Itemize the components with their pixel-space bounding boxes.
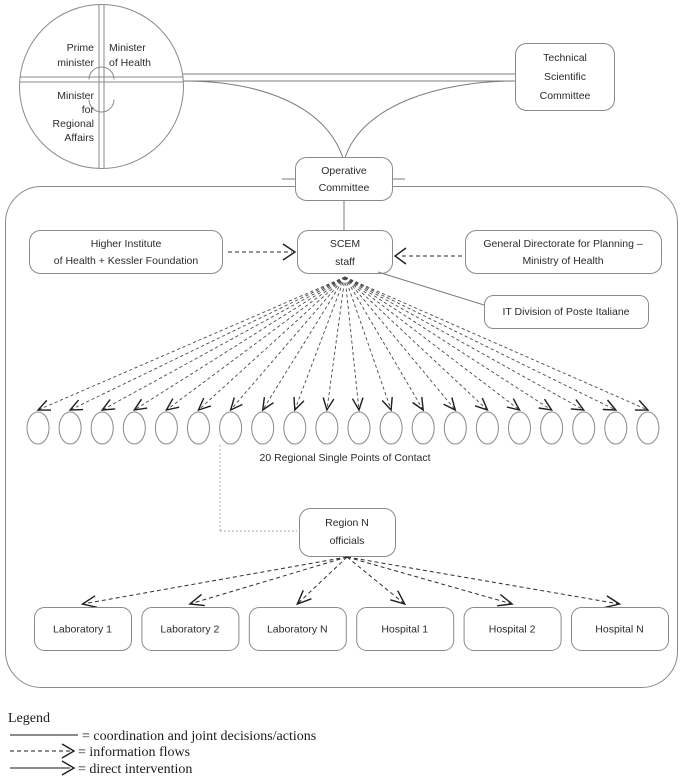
facility-label: Laboratory 2 bbox=[160, 623, 220, 636]
it-division-node[interactable] bbox=[485, 296, 649, 329]
arrow-head bbox=[413, 397, 424, 410]
svg-text:for: for bbox=[81, 104, 94, 116]
legend-heading: Legend bbox=[8, 711, 50, 726]
information-flow-arrow bbox=[345, 277, 487, 410]
legend-item-direct-intervention-label: = direct intervention bbox=[78, 762, 193, 777]
regional-contact-point[interactable] bbox=[444, 412, 466, 444]
region-officials-box[interactable] bbox=[300, 509, 396, 557]
regional-contact-point[interactable] bbox=[188, 412, 210, 444]
information-flow-arrow bbox=[294, 277, 345, 410]
arrow-head bbox=[571, 400, 584, 410]
regional-contact-point[interactable] bbox=[573, 412, 595, 444]
facility-node-hospital-2[interactable] bbox=[464, 608, 561, 651]
information-flow-arrow bbox=[345, 277, 363, 410]
svg-text:Higher Institute: Higher Institute bbox=[90, 237, 162, 250]
svg-text:Regional: Regional bbox=[52, 118, 94, 130]
it-division-to-scem-line bbox=[378, 272, 484, 305]
facility-label: Hospital 2 bbox=[488, 623, 536, 636]
arrow-shaft bbox=[231, 277, 345, 410]
facility-label: Hospital 1 bbox=[381, 623, 429, 636]
regional-contact-point[interactable] bbox=[155, 412, 177, 444]
information-flow-arrow bbox=[345, 277, 423, 410]
arrow-general-directorate-to-scem bbox=[395, 248, 462, 264]
direct-intervention-arrow bbox=[190, 557, 347, 606]
information-flow-arrow bbox=[323, 277, 345, 410]
arrow-shaft bbox=[263, 277, 345, 410]
svg-text:officials: officials bbox=[329, 534, 365, 547]
legend-item-information-flows bbox=[10, 744, 190, 760]
coordination-connectors bbox=[183, 74, 515, 231]
regional-contact-point[interactable] bbox=[27, 412, 49, 444]
svg-text:Committee: Committee bbox=[539, 89, 591, 102]
arrow-shaft bbox=[345, 277, 455, 410]
svg-text:Affairs: Affairs bbox=[64, 132, 94, 144]
arrow-shaft bbox=[347, 557, 620, 604]
government-quadrant-circle bbox=[20, 5, 184, 169]
regional-contact-point[interactable] bbox=[316, 412, 338, 444]
operative-committee-node[interactable] bbox=[296, 158, 393, 201]
legend-item-coordination bbox=[10, 729, 316, 744]
arrow-shaft bbox=[347, 557, 512, 604]
arrow-shaft bbox=[199, 277, 346, 410]
svg-text:SCEM: SCEM bbox=[329, 237, 361, 250]
arrow-shaft bbox=[345, 277, 423, 410]
arrow-shaft bbox=[102, 277, 345, 410]
arrow-head bbox=[539, 399, 552, 410]
arrow-head bbox=[231, 398, 243, 411]
legend bbox=[8, 711, 316, 777]
svg-text:Minister: Minister bbox=[109, 42, 146, 54]
svg-text:Operative: Operative bbox=[321, 164, 367, 177]
facility-label: Hospital N bbox=[595, 623, 644, 636]
information-flow-arrow bbox=[263, 277, 345, 410]
direct-intervention-arrow bbox=[347, 557, 405, 604]
contacts-caption: 20 Regional Single Points of Contact bbox=[259, 452, 431, 464]
legend-item-information-flows-label: = information flows bbox=[78, 745, 191, 760]
information-flow-arrow bbox=[199, 277, 346, 410]
arrow-shaft bbox=[295, 277, 345, 410]
arrow-shaft bbox=[347, 557, 405, 604]
regional-contact-point[interactable] bbox=[220, 412, 242, 444]
arrow-head bbox=[70, 400, 83, 410]
svg-text:Scientific: Scientific bbox=[543, 70, 587, 83]
arrow-head bbox=[166, 399, 179, 410]
circle-to-operative-curve bbox=[183, 81, 343, 158]
facilities-row bbox=[35, 608, 669, 651]
facility-node-laboratory-n[interactable] bbox=[249, 608, 346, 651]
information-flow-arrow bbox=[345, 277, 455, 410]
arrow-shaft bbox=[134, 277, 345, 410]
arrow-shaft bbox=[38, 277, 345, 410]
svg-text:Ministry of Health: Ministry of Health bbox=[522, 254, 604, 267]
arrow-head bbox=[635, 400, 648, 410]
regional-contact-point[interactable] bbox=[509, 412, 531, 444]
svg-text:Prime: Prime bbox=[66, 42, 94, 54]
facility-node-hospital-1[interactable] bbox=[357, 608, 454, 651]
quadrant-label-minister-for-regional-affairs bbox=[53, 90, 95, 144]
arrow-head bbox=[199, 398, 211, 410]
technical-scientific-committee-node[interactable] bbox=[516, 44, 615, 111]
arrow-shaft bbox=[327, 277, 345, 410]
svg-text:Committee: Committee bbox=[318, 181, 370, 194]
facility-label: Laboratory 1 bbox=[53, 623, 112, 636]
arrow-head bbox=[605, 596, 620, 608]
svg-text:minister: minister bbox=[57, 57, 94, 69]
regional-contact-point[interactable] bbox=[380, 412, 402, 444]
svg-text:Region N: Region N bbox=[325, 516, 369, 529]
arrow-head bbox=[38, 400, 51, 410]
regional-contact-point[interactable] bbox=[412, 412, 434, 444]
regional-contact-point[interactable] bbox=[91, 412, 113, 444]
regional-contact-points-row bbox=[27, 412, 659, 444]
facility-node-hospital-n[interactable] bbox=[572, 608, 669, 651]
direct-intervention-arrow bbox=[347, 557, 620, 607]
regional-contact-point[interactable] bbox=[59, 412, 81, 444]
regional-contact-point[interactable] bbox=[476, 412, 498, 444]
arrow-shaft bbox=[345, 277, 487, 410]
regional-contact-point[interactable] bbox=[123, 412, 145, 444]
circle-outline bbox=[20, 5, 184, 169]
regional-contact-point[interactable] bbox=[605, 412, 627, 444]
svg-text:General Directorate for Planni: General Directorate for Planning – bbox=[483, 237, 643, 250]
arrow-shaft bbox=[166, 277, 345, 410]
region-officials-node[interactable] bbox=[300, 509, 396, 557]
tsc-to-operative-curve bbox=[345, 81, 515, 158]
arrow-higher-institute-to-scem bbox=[228, 244, 295, 260]
facility-label: Laboratory N bbox=[266, 623, 328, 636]
svg-text:Technical: Technical bbox=[543, 51, 587, 64]
svg-text:Minister: Minister bbox=[57, 90, 94, 102]
arrow-head bbox=[497, 595, 512, 606]
regional-contact-point[interactable] bbox=[284, 412, 306, 444]
svg-text:of Health: of Health bbox=[109, 57, 152, 69]
quadrant-label-prime-minister bbox=[57, 42, 94, 69]
legend-item-direct-intervention bbox=[10, 761, 192, 777]
general-directorate-node[interactable] bbox=[466, 231, 662, 274]
regional-contact-point[interactable] bbox=[348, 412, 370, 444]
facility-node-laboratory-2[interactable] bbox=[142, 608, 239, 651]
arrow-head bbox=[102, 400, 115, 410]
scem-staff-node[interactable] bbox=[298, 231, 393, 274]
regional-contact-point[interactable] bbox=[541, 412, 563, 444]
information-flow-arrow bbox=[166, 277, 345, 410]
facility-node-laboratory-1[interactable] bbox=[35, 608, 132, 651]
svg-text:IT Division of Poste Italiane: IT Division of Poste Italiane bbox=[502, 305, 630, 318]
svg-text:of Health + Kessler Foundation: of Health + Kessler Foundation bbox=[53, 254, 199, 267]
legend-item-coordination-label: = coordination and joint decisions/actions bbox=[82, 729, 317, 744]
higher-institute-node[interactable] bbox=[30, 231, 223, 274]
information-flow-arrow bbox=[134, 277, 345, 410]
arrow-shaft bbox=[83, 557, 348, 604]
arrow-head bbox=[603, 400, 616, 410]
information-flow-arrow bbox=[38, 277, 345, 410]
information-flow-arrow bbox=[231, 277, 345, 410]
quadrant-label-minister-of-health bbox=[109, 42, 151, 69]
region-officials-to-facilities-fan bbox=[83, 557, 620, 607]
regional-contact-point[interactable] bbox=[252, 412, 274, 444]
regional-contact-point[interactable] bbox=[637, 412, 659, 444]
information-flow-arrow bbox=[102, 277, 345, 410]
svg-text:staff: staff bbox=[335, 255, 355, 268]
arrow-head bbox=[263, 397, 274, 410]
